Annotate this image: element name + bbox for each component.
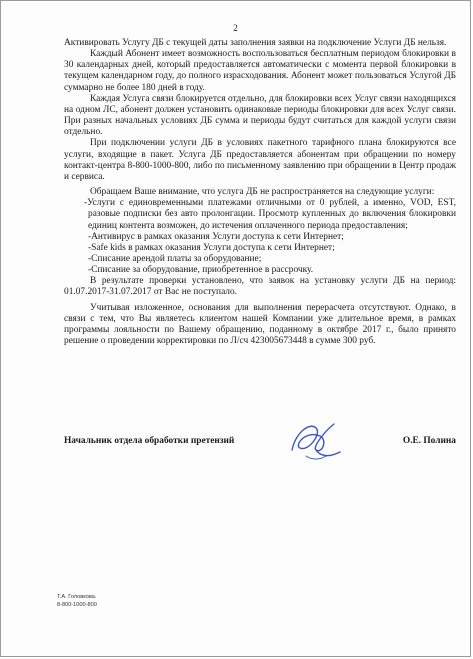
exclusion-item-installment: -Списание за оборудование, приобретенное в рассрочку. — [88, 265, 314, 276]
footer-contact — [57, 593, 97, 609]
signatory-title: Начальник отдела обработки претензий — [64, 436, 235, 446]
paragraph-exclusions-intro: Обращаем Ваше внимание, что услуга ДБ не распространяется на следующие услуги: — [90, 187, 435, 198]
footer-phone: 8-800-1000-800 — [57, 602, 97, 608]
paragraph-blocking-rules: Каждая Услуга связи блокируется отдельно, для блокировки всех Услуг связи находящихся на одном ЛС, абонент должен установить одинаковые периоды блокировки для всех Услуг связи. При разных начальных условиях ДБ сумма и периоды будут считаться для каждой услуги связи отдельно. — [64, 93, 456, 138]
letter-body — [64, 38, 456, 347]
handwritten-signature — [286, 416, 346, 464]
footer-author: Т.А. Головкова. — [57, 594, 97, 600]
paragraph-activation: Активировать Услугу ДБ с текущей даты заполнения заявки на подключение Услуги ДБ нельзя. — [64, 38, 447, 48]
paragraph-check-result: В результате проверки установлено, что заявок на установку услуги ДБ на период: 01.07.2017-31.07.2017 от Вас не поступало. — [64, 276, 456, 298]
exclusion-item-one-time-payments: -Услуги с единовременными платежами отличными от 0 рублей, а именно, VOD, EST, разовые подписки без авто пролонгации. Просмотр купленных до включения блокировки единиц контента возможен, до истечения оплаченного периода предоставления; — [84, 198, 456, 231]
paragraph-free-period: Каждый Абонент имеет возможность воспользоваться бесплатным периодом блокировки в 30 календарных дней, который предоставляется автоматически с момента первой блокировки в текущем календарном году, до полного израсходования. Абонент может пользоваться Услугой ДБ суммарно не более 180 дней в году. — [64, 49, 456, 93]
exclusion-item-rental: -Списание арендой платы за оборудование; — [88, 253, 262, 264]
paragraph-conclusion: Учитывая изложенное, основания для выполнения перерасчета отсутствуют. Однако, в связи с тем, что Вы являетесь клиентом нашей Компании уже длительное время, в рамках программы лояльности по Вашему обращению, поданному в октябре 2017 г., было принято решение о проведении корректировки по Л/сч 423005673448 в сумме 300 руб. — [64, 302, 456, 347]
exclusion-item-antivirus: -Антивирус в рамках оказания Услуги доступа к сети Интернет; — [88, 231, 344, 242]
paragraph-package-plan: При подключении услуги ДБ в условиях пакетного тарифного плана блокируются все услуги, входящие в пакет. Услуга ДБ предоставляется абонентам при обращении по номеру контакт-центра 8-800-1000-800, либо по письменному заявлению при обращении в Центр продаж и сервиса. — [64, 138, 456, 182]
signatory-name: О.Е. Полина — [402, 436, 456, 446]
exclusion-item-safe-kids: -Safe kids в рамках оказания Услуги доступа к сети Интернет; — [88, 242, 335, 253]
page-number: 2 — [233, 23, 238, 33]
